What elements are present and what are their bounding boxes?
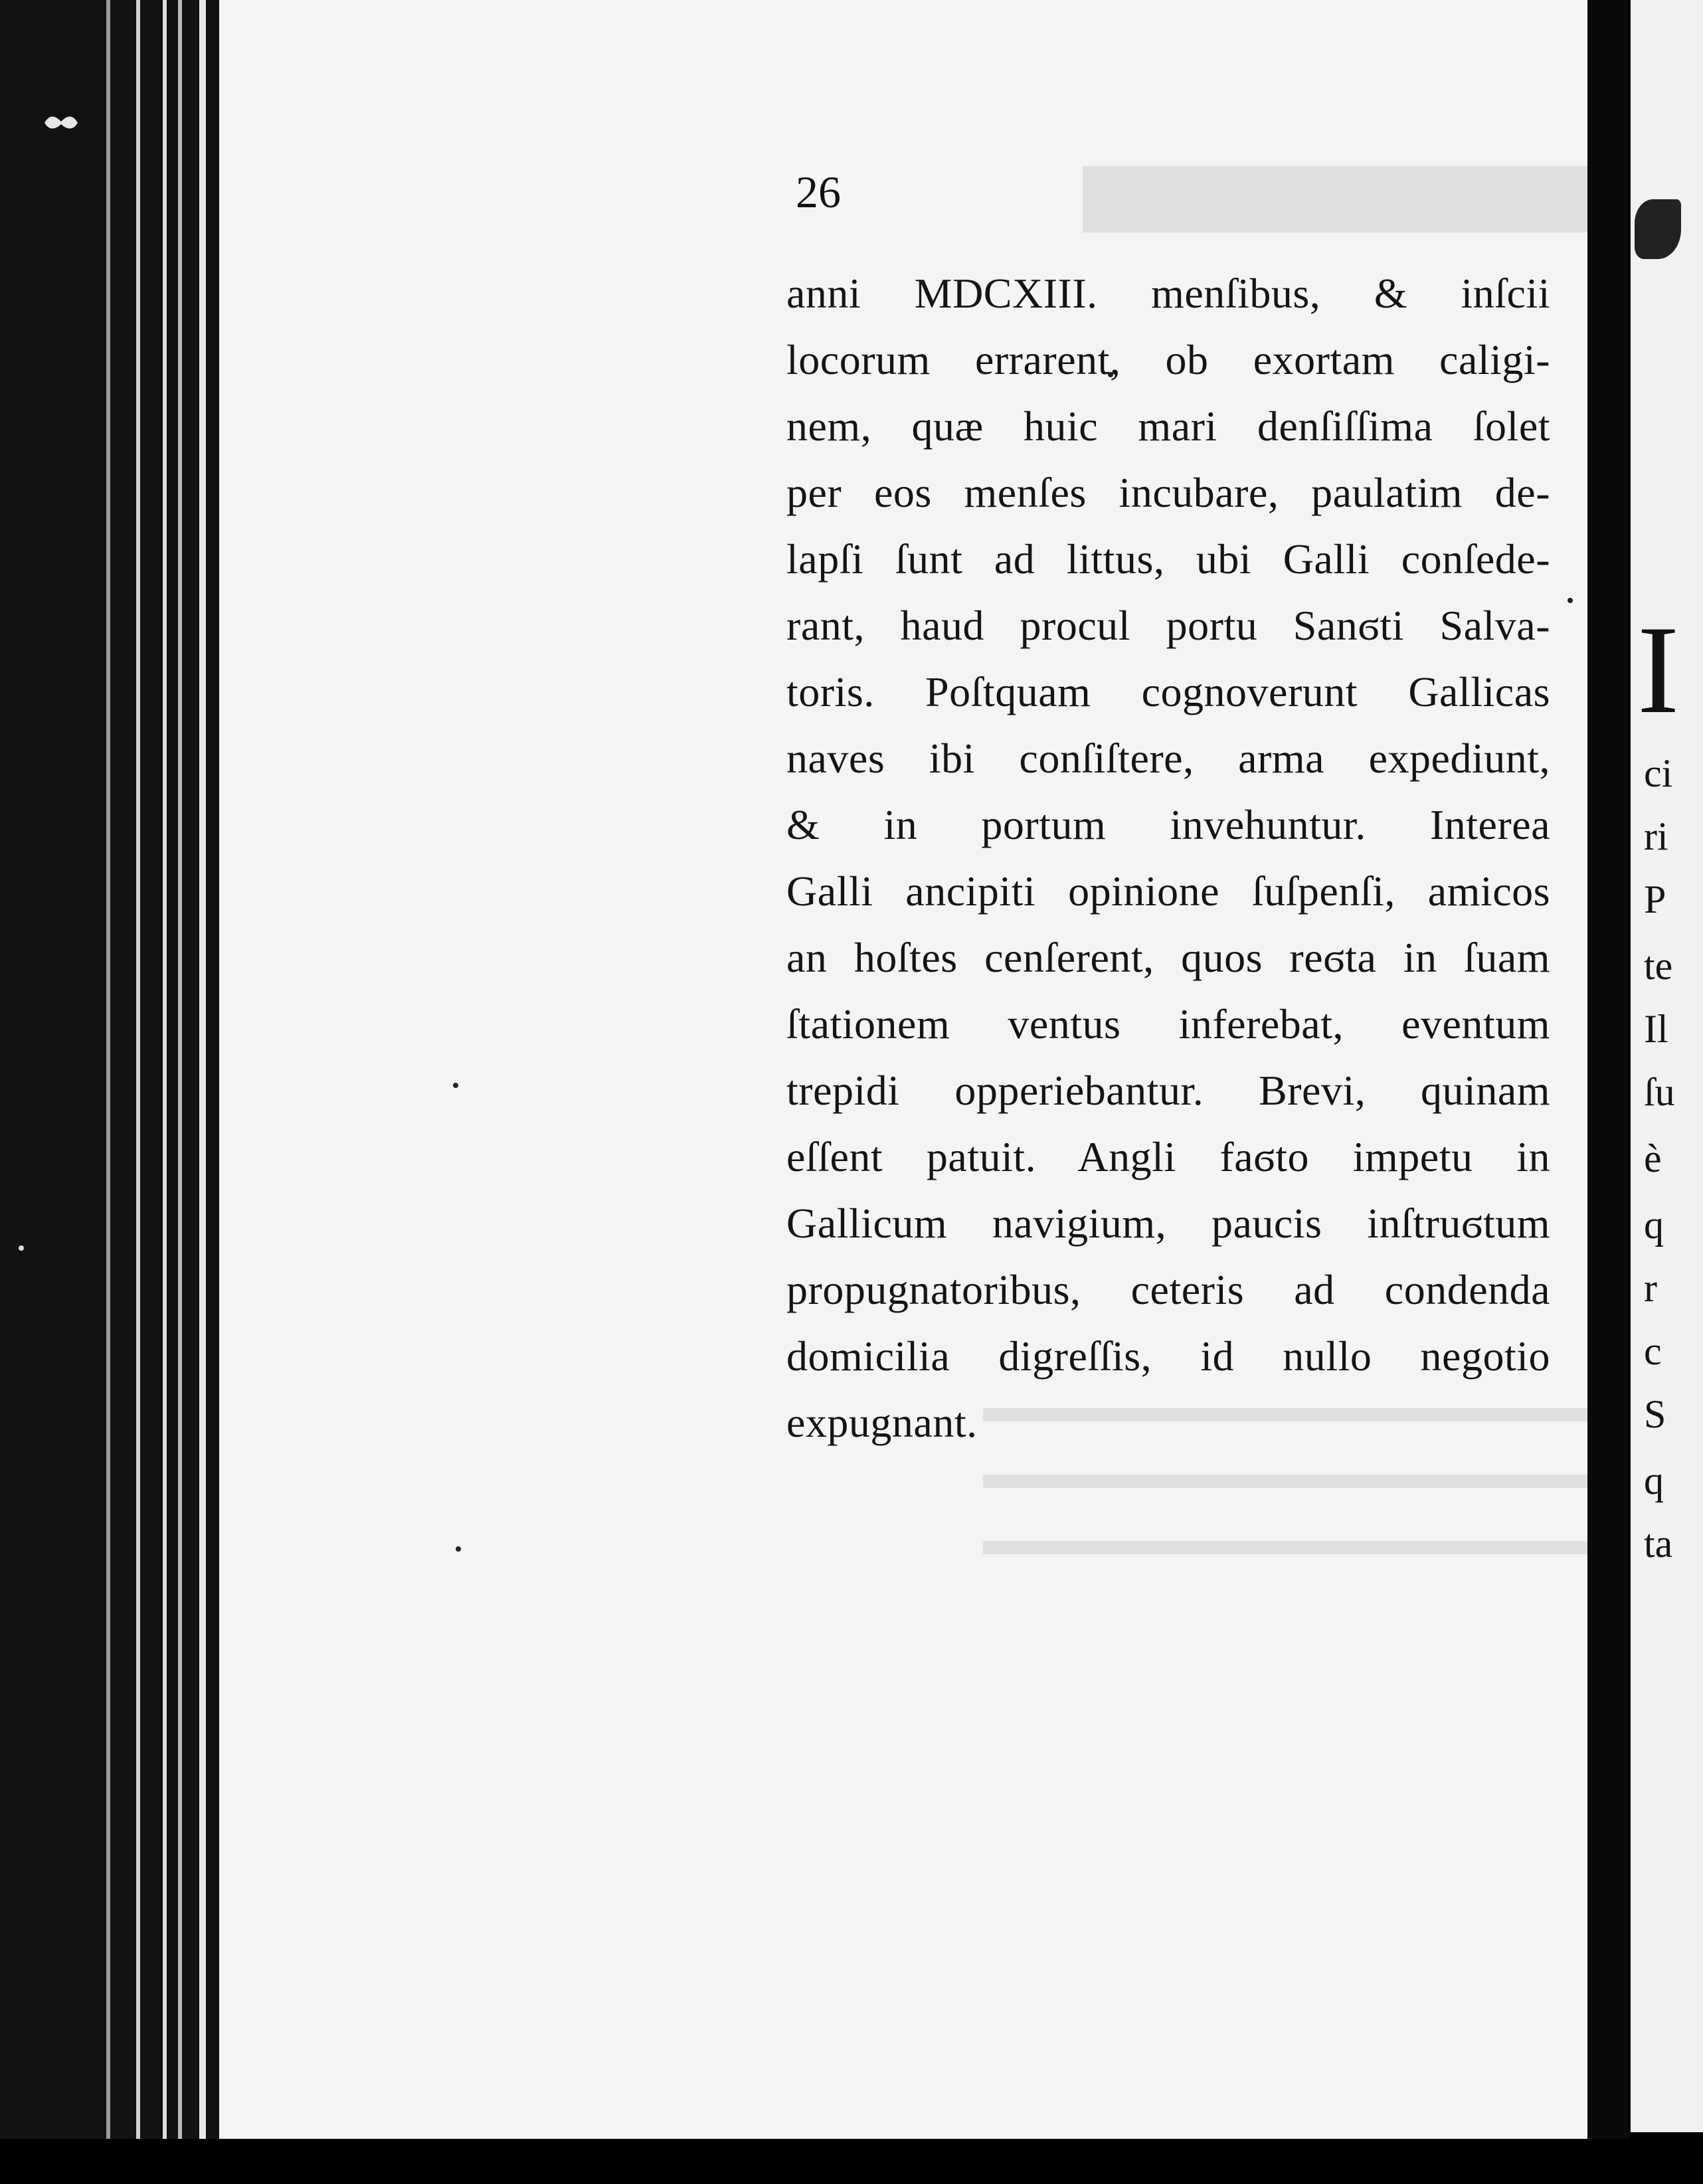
text-line: expugnant. (786, 1399, 978, 1446)
text-line: Galli ancipiti opinione ſuſpenſi, amicos (786, 867, 1550, 915)
text-line: nem, quæ huic mari denſiſſima ſolet (786, 403, 1550, 450)
text-line: propugnatoribus, ceteris ad condenda (786, 1266, 1550, 1313)
ornament-icon (1635, 199, 1681, 259)
body-text (786, 260, 1550, 1456)
next-page-fragment: P (1644, 877, 1666, 921)
text-line: lapſi ſunt ad littus, ubi Galli conſede- (786, 535, 1550, 583)
text-line: & in portum invehuntur. Interea (786, 801, 1550, 848)
next-page-fragment: q (1644, 1459, 1664, 1502)
ornament-icon (41, 110, 81, 135)
page-number: 26 (796, 167, 841, 217)
text-line: domicilia digreſſis, id nullo negotio (786, 1332, 1550, 1380)
next-page-fragment: r (1644, 1266, 1657, 1310)
text-line: anni MDCXIII. menſibus, & inſcii (786, 270, 1550, 317)
text-line: Gallicum navigium, paucis inſtruϭtum (786, 1200, 1550, 1247)
page-edge-line (136, 0, 140, 2184)
scan-border-bottom (0, 2139, 1703, 2184)
next-page-fragment: ri (1644, 814, 1668, 858)
text-line: naves ibi conſiſtere, arma expediunt, (786, 735, 1550, 782)
next-page-fragment: ta (1644, 1522, 1673, 1566)
next-page-fragment: ci (1644, 751, 1673, 795)
next-page-fragment: ſu (1644, 1070, 1675, 1114)
page-edge-line (106, 0, 110, 2184)
text-line: per eos menſes incubare, paulatim de- (786, 469, 1550, 516)
speck (453, 1083, 458, 1088)
page-edge-line (178, 0, 182, 2184)
speck (19, 1245, 24, 1251)
next-page-fragment: S (1644, 1392, 1666, 1436)
next-page-fragment: Il (1644, 1007, 1668, 1051)
next-page-fragment: è (1644, 1137, 1662, 1180)
text-line: rant, haud procul portu Sanϭti Salva- (786, 602, 1550, 649)
gutter-shadow (1587, 0, 1631, 2184)
speck (456, 1546, 461, 1552)
drop-initial: I (1637, 600, 1680, 740)
speck (1568, 598, 1573, 603)
next-page-fragment: c (1644, 1329, 1662, 1373)
page-edge-line (199, 0, 206, 2184)
text-line: trepidi opperiebantur. Brevi, quinam (786, 1067, 1550, 1114)
next-page (1631, 0, 1703, 2132)
text-line: toris. Poſtquam cognoverunt Gallicas (786, 668, 1550, 715)
text-line: an hoſtes cenſerent, quos reϭta in ſuam (786, 934, 1550, 981)
next-page-fragment: te (1644, 944, 1673, 988)
page-edge-line (163, 0, 167, 2184)
text-line: locorum errarent, ob exortam caligi- (786, 336, 1550, 383)
next-page-fragment: q (1644, 1203, 1664, 1247)
text-line: ſtationem ventus inferebat, eventum (786, 1000, 1550, 1047)
text-line: eſſent patuit. Angli faϭto impetu in (786, 1133, 1550, 1180)
